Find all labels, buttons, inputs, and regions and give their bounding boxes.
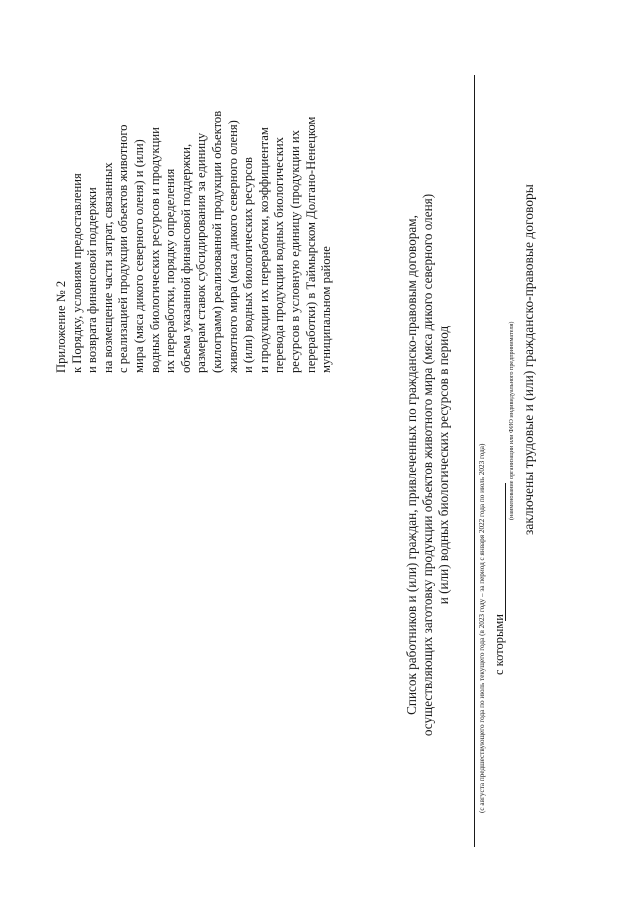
period-note: (с августа предшествующего года по июль текущего года (в 2023 году – за период с января 2022 года по июль 2023 года) bbox=[478, 443, 486, 813]
appendix-line: (килограмм) реализованной продукции объектов bbox=[209, 110, 224, 373]
title-line: и (или) водных биологических ресурсов в период bbox=[436, 325, 451, 605]
appendix-header bbox=[54, 13, 335, 373]
appendix-line: и возврата финансовой поддержки bbox=[85, 187, 100, 373]
organization-fill-line bbox=[505, 483, 506, 621]
appendix-line: к Порядку, условиям предоставления bbox=[69, 173, 84, 373]
period-rule bbox=[474, 75, 475, 847]
appendix-line: и продукции их переработки, коэффициентам bbox=[256, 127, 271, 373]
appendix-line: их переработки, порядку определения bbox=[163, 168, 178, 373]
document-title bbox=[404, 85, 452, 845]
appendix-line: муниципальном районе bbox=[319, 246, 334, 373]
appendix-line: переработки) в Таймырском Долгано-Ненецком bbox=[303, 116, 318, 373]
appendix-line: на возмещение части затрат, связанных bbox=[100, 162, 115, 373]
appendix-line: размерам ставок субсидирования за единицу bbox=[194, 132, 209, 373]
appendix-line: мира (мяса дикого северного оленя) и (или) bbox=[131, 139, 146, 373]
appendix-line: ресурсов в условную единицу (продукции их bbox=[287, 130, 302, 373]
appendix-line: объема указанной финансовой поддержки, bbox=[178, 143, 193, 373]
contracts-label: заключены трудовые и (или) гражданско-правовые договоры bbox=[521, 184, 536, 535]
appendix-line: водных биологических ресурсов и продукции bbox=[147, 127, 162, 373]
organization-caption: (наименование организации или ФИО индивидуального предпринимателя) bbox=[508, 321, 515, 520]
title-line: Список работников и (или) граждан, привлеченных по гражданско-правовым договорам, bbox=[404, 215, 419, 715]
appendix-line: с реализацией продукции объектов животного bbox=[116, 124, 131, 373]
appendix-line: и (или) водных биологических ресурсов bbox=[241, 157, 256, 373]
appendix-line: перевода продукции водных биологических bbox=[272, 137, 287, 373]
appendix-line: Приложение № 2 bbox=[54, 280, 68, 373]
with-whom-label: с которыми bbox=[492, 614, 506, 675]
appendix-line: животного мира (мяса дикого северного оленя) bbox=[225, 120, 240, 373]
title-line: осуществляющих заготовку продукции объектов животного мира (мяса дикого северного оленя) bbox=[420, 193, 435, 737]
